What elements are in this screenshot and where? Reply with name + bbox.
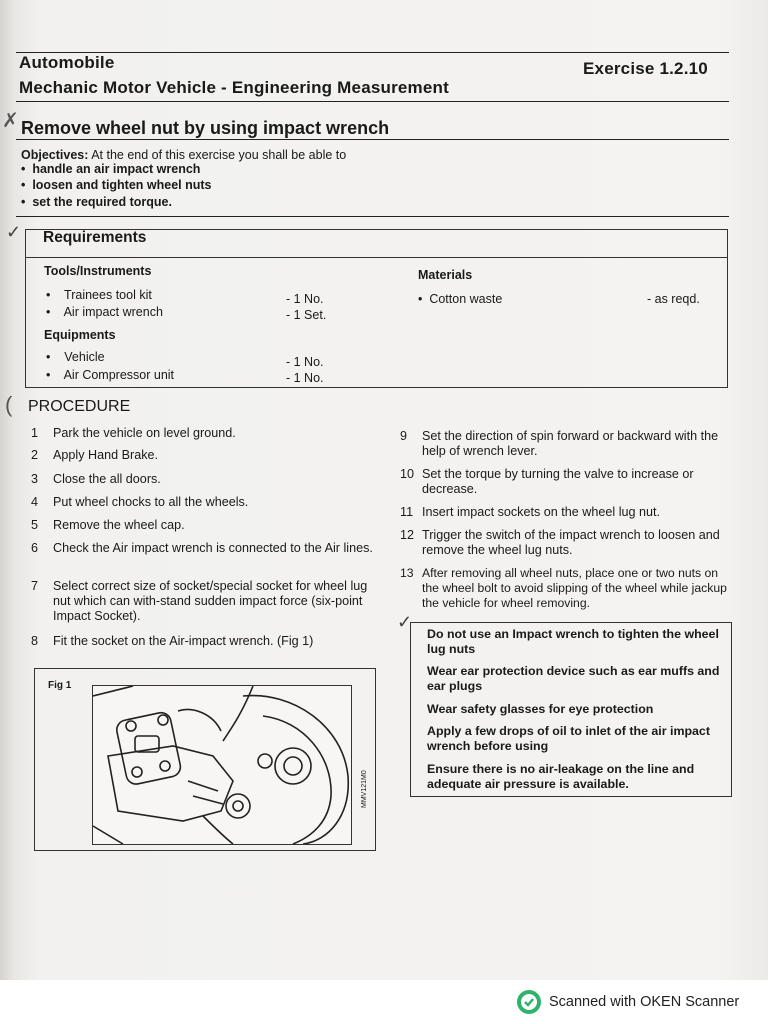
- scanned-page: Automobile Mechanic Motor Vehicle - Engineering Measurement Exercise 1.2.10 ✗ Remove wheel nut by using impact wrench Objectives: At the end of this exercise you shall be able to • handle an air impact wrench • loosen and tighten wheel nuts • set the required torque. ✓ Requirements Tools/Instruments • Trainees tool kit - 1 No. • Air impact wrench - 1 Set. Equipments • Vehicle - 1 No. • Air Compressor unit - 1 No. Materials • Cotton waste - as reqd. ( PROCEDURE 1 Park the vehicle on level ground. 2 Apply Hand Brake. 3 Close the all doors. 4 Put wheel chocks to all the wheels. 5 Remove the wheel cap. 6 Check the Air impact wrench is connected to the Air lines. 7 Select correct size of socket/special socket for wheel lug nut which can with-stand sudden impact force (six-point Impact Socket). 8 Fit the socket on the Air-impact wrench. (Fig 1) 9 Set the direction of spin forward or backward with the help of wrench lever. 10 Set the torque by turning the valve to increase or decrease. 11 Insert impact sockets on the wheel lug nut. 12 Trigger the switch of the impact wrench to loosen and remove the wheel lug nuts. 13 After removing all wheel nuts, place one or two nuts on the wheel bolt to avoid slipping of the wheel while jackup the vehicle for wheel removing. ✓ Do not use an Impact wrench to tighten the wheel lug nuts Wear ear protection device such as ear muffs and ear plugs Wear safety glasses for eye protection Apply a few drops of oil to inlet of the air impact wrench before using Ensure there is no air-leakage on the line and adequate air pressure is available. Fig 1 MMV121M0 Scanned with OKEN Scanner: [0, 0, 768, 1024]
- pencil-tick-requirements: ✓: [6, 222, 22, 242]
- header-rule: [16, 101, 729, 102]
- objectives-label: Objectives:: [21, 148, 89, 162]
- figure-code: MMV121M0: [361, 770, 368, 808]
- objective-item: • handle an air impact wrench: [21, 162, 201, 176]
- header-trade: Automobile: [19, 53, 115, 72]
- equipment-qty: - 1 No.: [286, 371, 324, 385]
- top-rule: [16, 52, 729, 53]
- procedure-step: 9 Set the direction of spin forward or backward with the help of wrench lever.: [400, 429, 719, 458]
- impact-wrench-illustration: [92, 685, 352, 845]
- scanner-text: Scanned with OKEN Scanner: [549, 994, 740, 1010]
- procedure-step: 6 Check the Air impact wrench is connected to the Air lines.: [31, 541, 373, 555]
- tool-item: • Air impact wrench: [46, 305, 163, 319]
- header-subject: Mechanic Motor Vehicle - Engineering Measurement: [19, 78, 449, 97]
- procedure-step: 10 Set the torque by turning the valve to increase or decrease.: [400, 467, 694, 496]
- safety-note: Wear safety glasses for eye protection: [427, 702, 654, 716]
- objective-item: • set the required torque.: [21, 195, 172, 209]
- safety-note: Wear ear protection device such as ear muffs and ear plugs: [427, 664, 720, 693]
- safety-note: Apply a few drops of oil to inlet of the air impact wrench before using: [427, 724, 710, 753]
- scanner-watermark: [517, 990, 739, 1014]
- procedure-heading: PROCEDURE: [28, 398, 131, 415]
- material-item: • Cotton waste: [418, 292, 503, 306]
- oken-scanner-logo-icon: [517, 990, 541, 1014]
- materials-heading: Materials: [418, 268, 473, 282]
- objectives-intro: At the end of this exercise you shall be able to: [91, 148, 347, 162]
- safety-note: Ensure there is no air-leakage on the line and adequate air pressure is available.: [427, 762, 695, 791]
- exercise-number: Exercise 1.2.10: [583, 59, 708, 78]
- pencil-tick-title: ✗: [2, 110, 19, 132]
- requirements-separator: [25, 257, 728, 258]
- safety-note: Do not use an Impact wrench to tighten the wheel lug nuts: [427, 627, 719, 656]
- equipment-item: • Air Compressor unit: [46, 368, 175, 382]
- procedure-step: 13 After removing all wheel nuts, place one or two nuts on the wheel bolt to avoid slipping of the wheel while jackup the vehicle for wheel removing.: [400, 566, 727, 610]
- objectives-rule: [16, 216, 729, 217]
- procedure-step: 7 Select correct size of socket/special socket for wheel lug nut which can with-stand sudden impact force (six-point Impact Socket).: [31, 579, 368, 623]
- title-rule: [16, 139, 729, 140]
- exercise-title: Remove wheel nut by using impact wrench: [21, 118, 390, 138]
- tools-heading: Tools/Instruments: [44, 264, 152, 278]
- impact-wrench-drawing: [93, 686, 351, 844]
- equipments-heading: Equipments: [44, 328, 116, 342]
- equipment-item: • Vehicle: [46, 350, 105, 364]
- objective-item: • loosen and tighten wheel nuts: [21, 178, 212, 192]
- requirements-heading: Requirements: [43, 229, 147, 246]
- procedure-step: 12 Trigger the switch of the impact wrench to loosen and remove the wheel lug nuts.: [400, 528, 720, 557]
- pencil-bracket: (: [5, 392, 13, 417]
- tool-qty: - 1 Set.: [286, 308, 327, 322]
- tool-qty: - 1 No.: [286, 292, 324, 306]
- figure-label: Fig 1: [48, 680, 72, 691]
- objectives-line: [21, 148, 346, 162]
- material-qty: - as reqd.: [647, 292, 700, 306]
- tool-item: • Trainees tool kit: [46, 288, 152, 302]
- pencil-tick-notes: ✓: [397, 612, 413, 632]
- equipment-qty: - 1 No.: [286, 355, 324, 369]
